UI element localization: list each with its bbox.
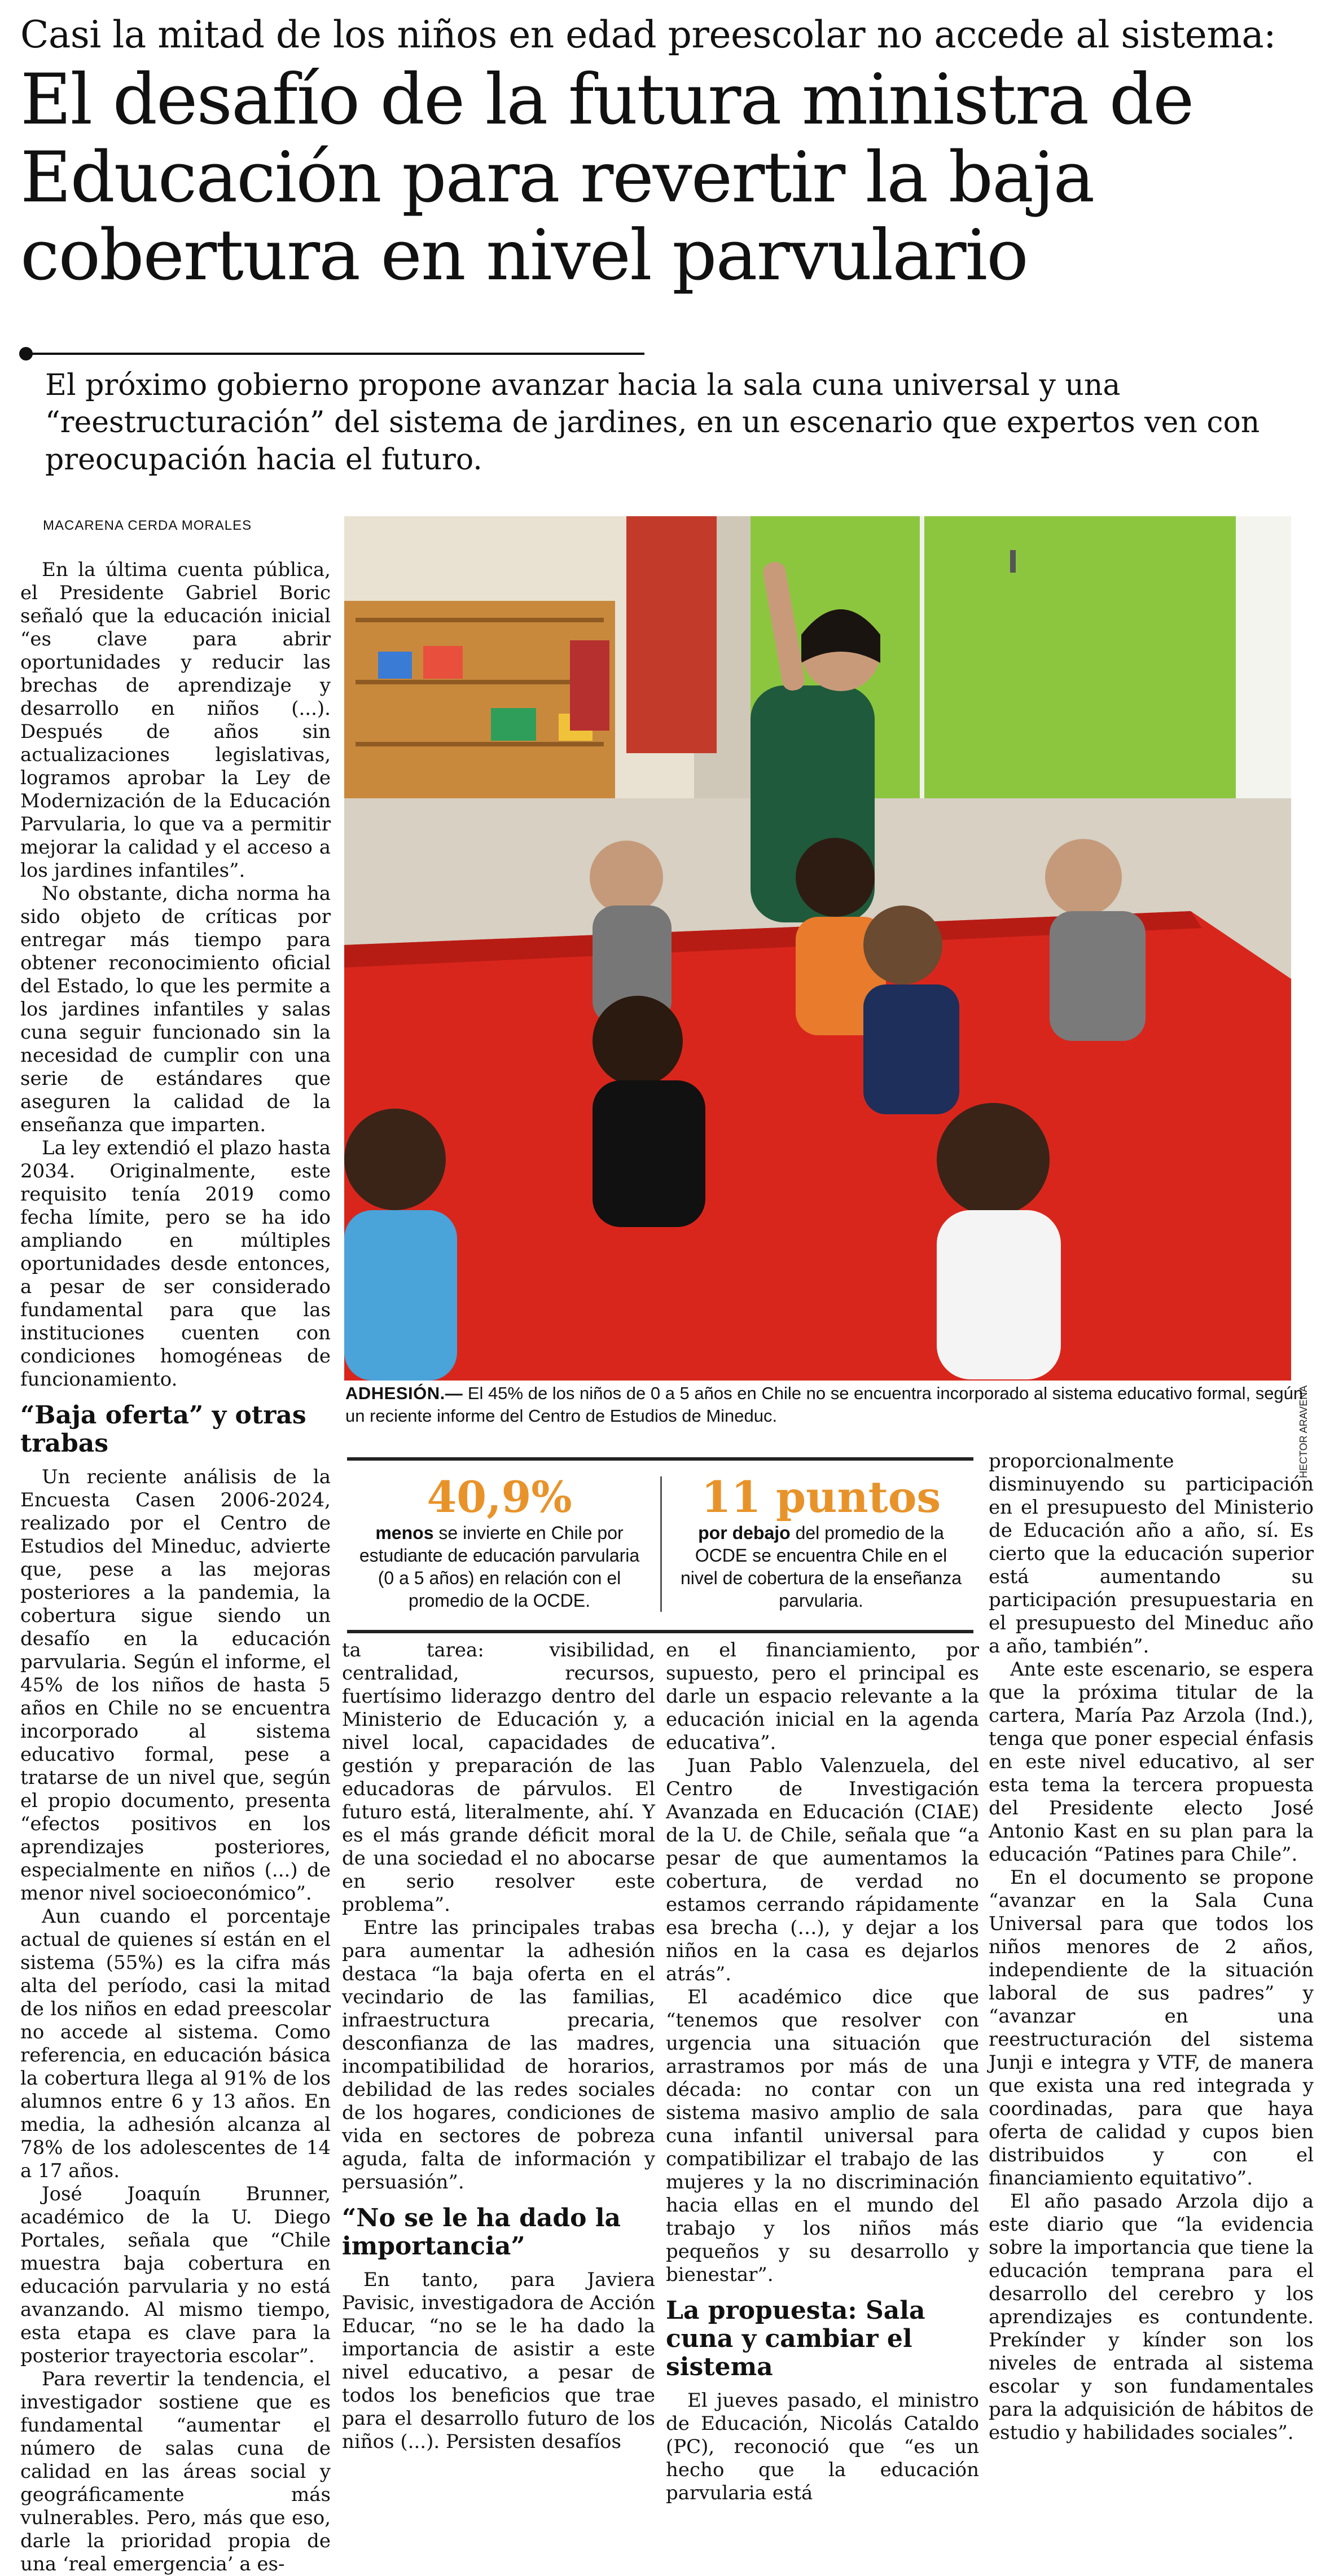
kicker: Casi la mitad de los niños en edad preescolar no accede al sistema: bbox=[20, 13, 1276, 56]
photo-caption bbox=[345, 1382, 1305, 1427]
section-heading: “No se le ha dado la importancia” bbox=[342, 2204, 621, 2261]
paragraph: en el financiamiento, por supuesto, pero el principal es darle un espacio relevante a la educación inicial en la agenda educativa”. bbox=[666, 1639, 979, 1754]
paragraph: Juan Pablo Valenzuela, del Centro de Investigación Avanzada en Educación (CIAE) de la U. de Chile, señala que “a pesar de que aumentamos la cobertura, de verdad no estamos cerrando rápidamente esa brecha (…), y dejar a los niños en la casa es dejarlos atrás”. bbox=[666, 1755, 979, 1985]
byline: MACARENA CERDA MORALES bbox=[43, 518, 252, 533]
stat-description bbox=[680, 1522, 962, 1612]
stat-body: del promedio de la OCDE se encuentra Chile en el nivel de cobertura de la enseñanza parvularia. bbox=[680, 1523, 962, 1611]
paragraph: El académico dice que “tenemos que resolver con urgencia una situación que arrastramos por más de una década: no contar con un sistema masivo amplio de sala cuna infantil universal para compatibilizar el trabajo de las mujeres y la no discriminación hacia ellas en el mundo del trabajo y los niños más pequeños y su desarrollo y bienestar”. bbox=[666, 1986, 979, 2286]
headline: El desafío de la futura ministra de Educación para revertir la baja cobertura en nivel parvulario bbox=[20, 59, 1193, 296]
article-column-3 bbox=[666, 1639, 979, 2505]
caption-label: ADHESIÓN.— bbox=[345, 1383, 463, 1403]
paragraph: Aun cuando el porcentaje actual de quienes sí están en el sistema (55%) es la cifra más alta del período, casi la mitad de los niños en edad preescolar no accede al sistema. Como referencia, en educación básica la cobertura llega al 91% de los alumnos entre 6 y 13 años. En media, la adhesión alcanza al 78% de los adolescentes de 14 a 17 años. bbox=[20, 1905, 331, 2182]
section-heading: La propuesta: Sala cuna y cambiar el sistema bbox=[666, 2296, 925, 2381]
stat-lead: menos bbox=[375, 1523, 434, 1543]
stats-divider bbox=[660, 1476, 662, 1612]
paragraph: ta tarea: visibilidad, centralidad, recursos, fuertísimo liderazgo dentro del Ministerio de Educación y, a nivel local, capacidades de gestión y preparación de las educadoras de párvulos. El futuro está, literalmente, ahí. Y es el más grande déficit moral de una sociedad el no abocarse en serio resolver este problema”. bbox=[342, 1639, 655, 1916]
stat-number: 40,9% bbox=[427, 1472, 572, 1522]
stat-description bbox=[358, 1522, 640, 1612]
paragraph: En tanto, para Javiera Pavisic, investigadora de Acción Educar, “no se le ha dado la importancia de asistir a este nivel educativo, a pesar de todos los beneficios que trae para el desarrollo futuro de los niños (...). Persisten desafíos bbox=[342, 2269, 655, 2453]
stat-number: 11 puntos bbox=[701, 1472, 941, 1522]
section-heading: “Baja oferta” y otras trabas bbox=[20, 1401, 306, 1458]
paragraph: Para revertir la tendencia, el investigador sostiene que es fundamental “aumentar el número de salas cuna de calidad en las áreas social y geográficamente más vulnerables. Pero, más que eso, darle la prioridad propia de una ‘real emergencia’ a es- bbox=[20, 2368, 331, 2575]
deck: El próximo gobierno propone avanzar hacia la sala cuna universal y una “reestructuración” del sistema de jardines, en un escenario que expertos ven con preocupación hacia el futuro. bbox=[45, 368, 1260, 477]
stat-lead: por debajo bbox=[698, 1523, 791, 1543]
stat-item bbox=[680, 1473, 962, 1612]
stat-item bbox=[358, 1473, 640, 1612]
photo-credit: HECTOR ARAVENA bbox=[1298, 1385, 1309, 1478]
stat-body: se invierte en Chile por estudiante de educación parvularia (0 a 5 años) en relación con el promedio de la OCDE. bbox=[359, 1523, 640, 1611]
paragraph: proporcionalmente disminuyendo su participación en el presupuesto del Ministerio de Educación año a año, sí. Es cierto que la educación superior está aumentando su participación presupuestaria en el presupuesto del Mineduc año a año, también”. bbox=[989, 1450, 1314, 1658]
paragraph: El jueves pasado, el ministro de Educación, Nicolás Cataldo (PC), reconoció que “es un hecho que la educación parvularia está bbox=[666, 2389, 979, 2504]
paragraph: El año pasado Arzola dijo a este diario que “la evidencia sobre la importancia que tiene la educación temprana para el desarrollo del cerebro y los aprendizajes es contundente. Prekínder y kínder son los niveles de entrada al sistema escolar y son fundamentales para la adquisición de hábitos de estudio y habilidades sociales”. bbox=[989, 2190, 1314, 2444]
paragraph: Entre las principales trabas para aumentar la adhesión destaca “la baja oferta en el vecindario de las familias, infraestructura precaria, desconfianza de las madres, incompatibilidad de horarios, debilidad de las redes sociales de los hogares, condiciones de vida en sectores de pobreza aguda, falta de información y persuasión”. bbox=[342, 1916, 655, 2193]
article-column-1 bbox=[20, 559, 331, 2576]
paragraph: Un reciente análisis de la Encuesta Casen 2006-2024, realizado por el Centro de Estudios del Mineduc, advierte que, pese a las mejoras posteriores a la pandemia, la cobertura sigue siendo un desafío en la educación parvularia. Según el informe, el 45% de los niños de hasta 5 años en Chile no se encuentra incorporado al sistema educativo formal, pese a tratarse de un nivel que, según el propio documento, presenta “efectos positivos en los aprendizajes posteriores, especialmente en niños (...) de menor nivel socioeconómico”. bbox=[20, 1466, 331, 1905]
article-column-4 bbox=[989, 1450, 1314, 2445]
caption-text: El 45% de los niños de 0 a 5 años en Chile no se encuentra incorporado al sistema educativo formal, según un reciente informe del Centro de Estudios de Mineduc. bbox=[345, 1383, 1304, 1426]
stats-box bbox=[347, 1457, 973, 1633]
paragraph: En la última cuenta pública, el Presidente Gabriel Boric señaló que la educación inicial “es clave para abrir oportunidades y reducir las brechas de aprendizaje y desarrollo en niños (...). Después de años sin actualizaciones legislativas, logramos aprobar la Ley de Modernización de la Educación Parvularia, lo que va a permitir mejorar la calidad y el acceso a los jardines infantiles”. bbox=[20, 559, 331, 882]
rule-line bbox=[26, 353, 644, 355]
paragraph: No obstante, dicha norma ha sido objeto de críticas por entregar más tiempo para obtener reconocimiento oficial del Estado, lo que les permite a los jardines infantiles y salas cuna seguir funcionado sin la necesidad de cumplir con una serie de estándares que aseguren la calidad de la enseñanza que imparten. bbox=[20, 882, 331, 1136]
article-photo bbox=[344, 516, 1291, 1381]
paragraph: En el documento se propone “avanzar en la Sala Cuna Universal para que todos los niños menores de 2 años, independiente de la situación laboral de sus padres” y “avanzar en una reestructuración del sistema Junji e integra y VTF, de manera que exista una red integrada y coordinadas, para que haya oferta de calidad y cupos bien distribuidos y con el financiamiento equitativo”. bbox=[989, 1866, 1314, 2190]
paragraph: La ley extendió el plazo hasta 2034. Originalmente, este requisito tenía 2019 como fecha límite, pero se ha ido ampliando en múltiples oportunidades desde entonces, a pesar de ser considerado fundamental para que las instituciones cuenten con condiciones homogéneas de funcionamiento. bbox=[20, 1137, 331, 1391]
paragraph: José Joaquín Brunner, académico de la U. Diego Portales, señala que “Chile muestra baja cobertura en educación parvularia y no está avanzando. Al mismo tiempo, esta etapa es clave para la posterior trayectoria escolar”. bbox=[20, 2183, 331, 2367]
paragraph: Ante este escenario, se espera que la próxima titular de la cartera, María Paz Arzola (Ind.), tenga que poner especial énfasis en este nivel educativo, al ser esta tema la tercera propuesta del Presidente electo José Antonio Kast en su plan para la educación “Patines para Chile”. bbox=[989, 1658, 1314, 1866]
classroom-illustration bbox=[344, 516, 1291, 1381]
article-column-2 bbox=[342, 1639, 655, 2454]
